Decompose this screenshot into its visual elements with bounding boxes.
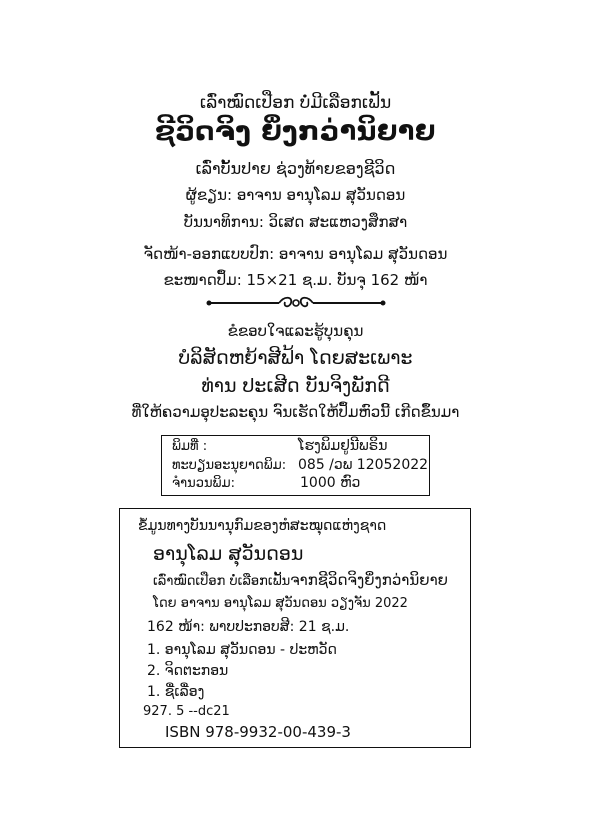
- acknowledged-person: ທ່ານ ປະເສີດ ບັນຈິງພັກດີ: [201, 375, 390, 397]
- cover-tagline: ເລົ່າບັ້ນປາຍ ຊ່ວງທ້າຍຂອງຊີວິດ: [195, 159, 396, 178]
- print-info-box: [161, 435, 430, 496]
- catalog-subject-2: 2. ຈິດຕະກອນ: [147, 663, 229, 679]
- catalog-pages: 162 ໜ້າ: ພາບປະກອບສີ: 21 ຊ.ມ.: [147, 619, 350, 635]
- book-title: ຊີວິດຈິງ ຍິ່ງກວ່ານິຍາຍ: [155, 116, 436, 147]
- catalog-title-prefix: ເລົ່າໝົດເປືອກ ບໍ່ເລືອກເຟັ້ນ: [153, 574, 291, 589]
- catalog-author: ອານຸໂລມ ສຸວັນດອນ: [153, 543, 304, 565]
- copies-label: ຈໍານວນພິມ:: [172, 476, 235, 491]
- catalog-classification: 927. 5 --dc21: [143, 704, 230, 719]
- license-label: ທະບຽນອະນຸຍາດພິມ:: [172, 458, 287, 473]
- printer-label: ພິມທີ່ :: [172, 439, 208, 454]
- cover-subtitle: ເລົ່າໝົດເປືອກ ບໍ່ມີເລືອກເຟັ້ນ: [199, 93, 392, 113]
- catalog-title: [153, 571, 448, 590]
- acknowledgement-reason: ທີ່ໃຫ້ຄວາມອຸປະລະຄຸນ ຈົນເຮັດໃຫ້ປຶ້ມຫົວນີ້ ເກີດຂຶ້ນມາ: [131, 403, 460, 421]
- ornament-divider: [205, 293, 387, 313]
- catalog-box: [119, 508, 471, 748]
- editor-line: ບັນນາທິການ: ວິເສດ ສະແຫວງສຶກສາ: [183, 213, 408, 231]
- acknowledgement-heading: ຂໍຂອບໃຈແລະຮູ້ບຸນຄຸນ: [227, 322, 364, 340]
- author-line: ຜູ້ຂຽນ: ອາຈານ ອານຸໂລມ ສຸວັນດອນ: [185, 186, 406, 204]
- acknowledged-company: ບໍລິສັດຫຍ້າສີຟ້າ ໂດຍສະເພາະ: [178, 347, 413, 369]
- catalog-heading: ຂໍ້ມູນທາງບັນນານຸກົມຂອງຫໍສະໝຸດແຫ່ງຊາດ: [138, 518, 387, 534]
- copies-value: 1000 ຫົວ: [300, 475, 361, 491]
- license-value: 085 /ວພ 12052022: [298, 457, 429, 473]
- catalog-published: ໂດຍ ອາຈານ ອານຸໂລມ ສຸວັນດອນ ວຽງຈັນ 2022: [153, 596, 408, 611]
- catalog-isbn: ISBN 978-9932-00-439-3: [165, 723, 351, 741]
- catalog-title-main: ຈາກຊີວິດຈິງຍິ່ງກວ່ານິຍາຍ: [290, 571, 448, 589]
- design-line: ຈັດໜ້າ-ອອກແບບປົກ: ອາຈານ ອານຸໂລມ ສຸວັນດອນ: [143, 245, 448, 263]
- printer-value: ໂຮງພິມຢູນີພຣິນ: [298, 438, 388, 454]
- size-line: ຂະໜາດປຶ້ມ: 15×21 ຊ.ມ. ບັນຈຸ 162 ໜ້າ: [163, 271, 428, 289]
- catalog-subject-1: 1. ອານຸໂລມ ສຸວັນດອນ - ປະຫວັດ: [147, 642, 337, 658]
- catalog-subject-3: 1. ຊື່ເລື່ອງ: [147, 684, 205, 700]
